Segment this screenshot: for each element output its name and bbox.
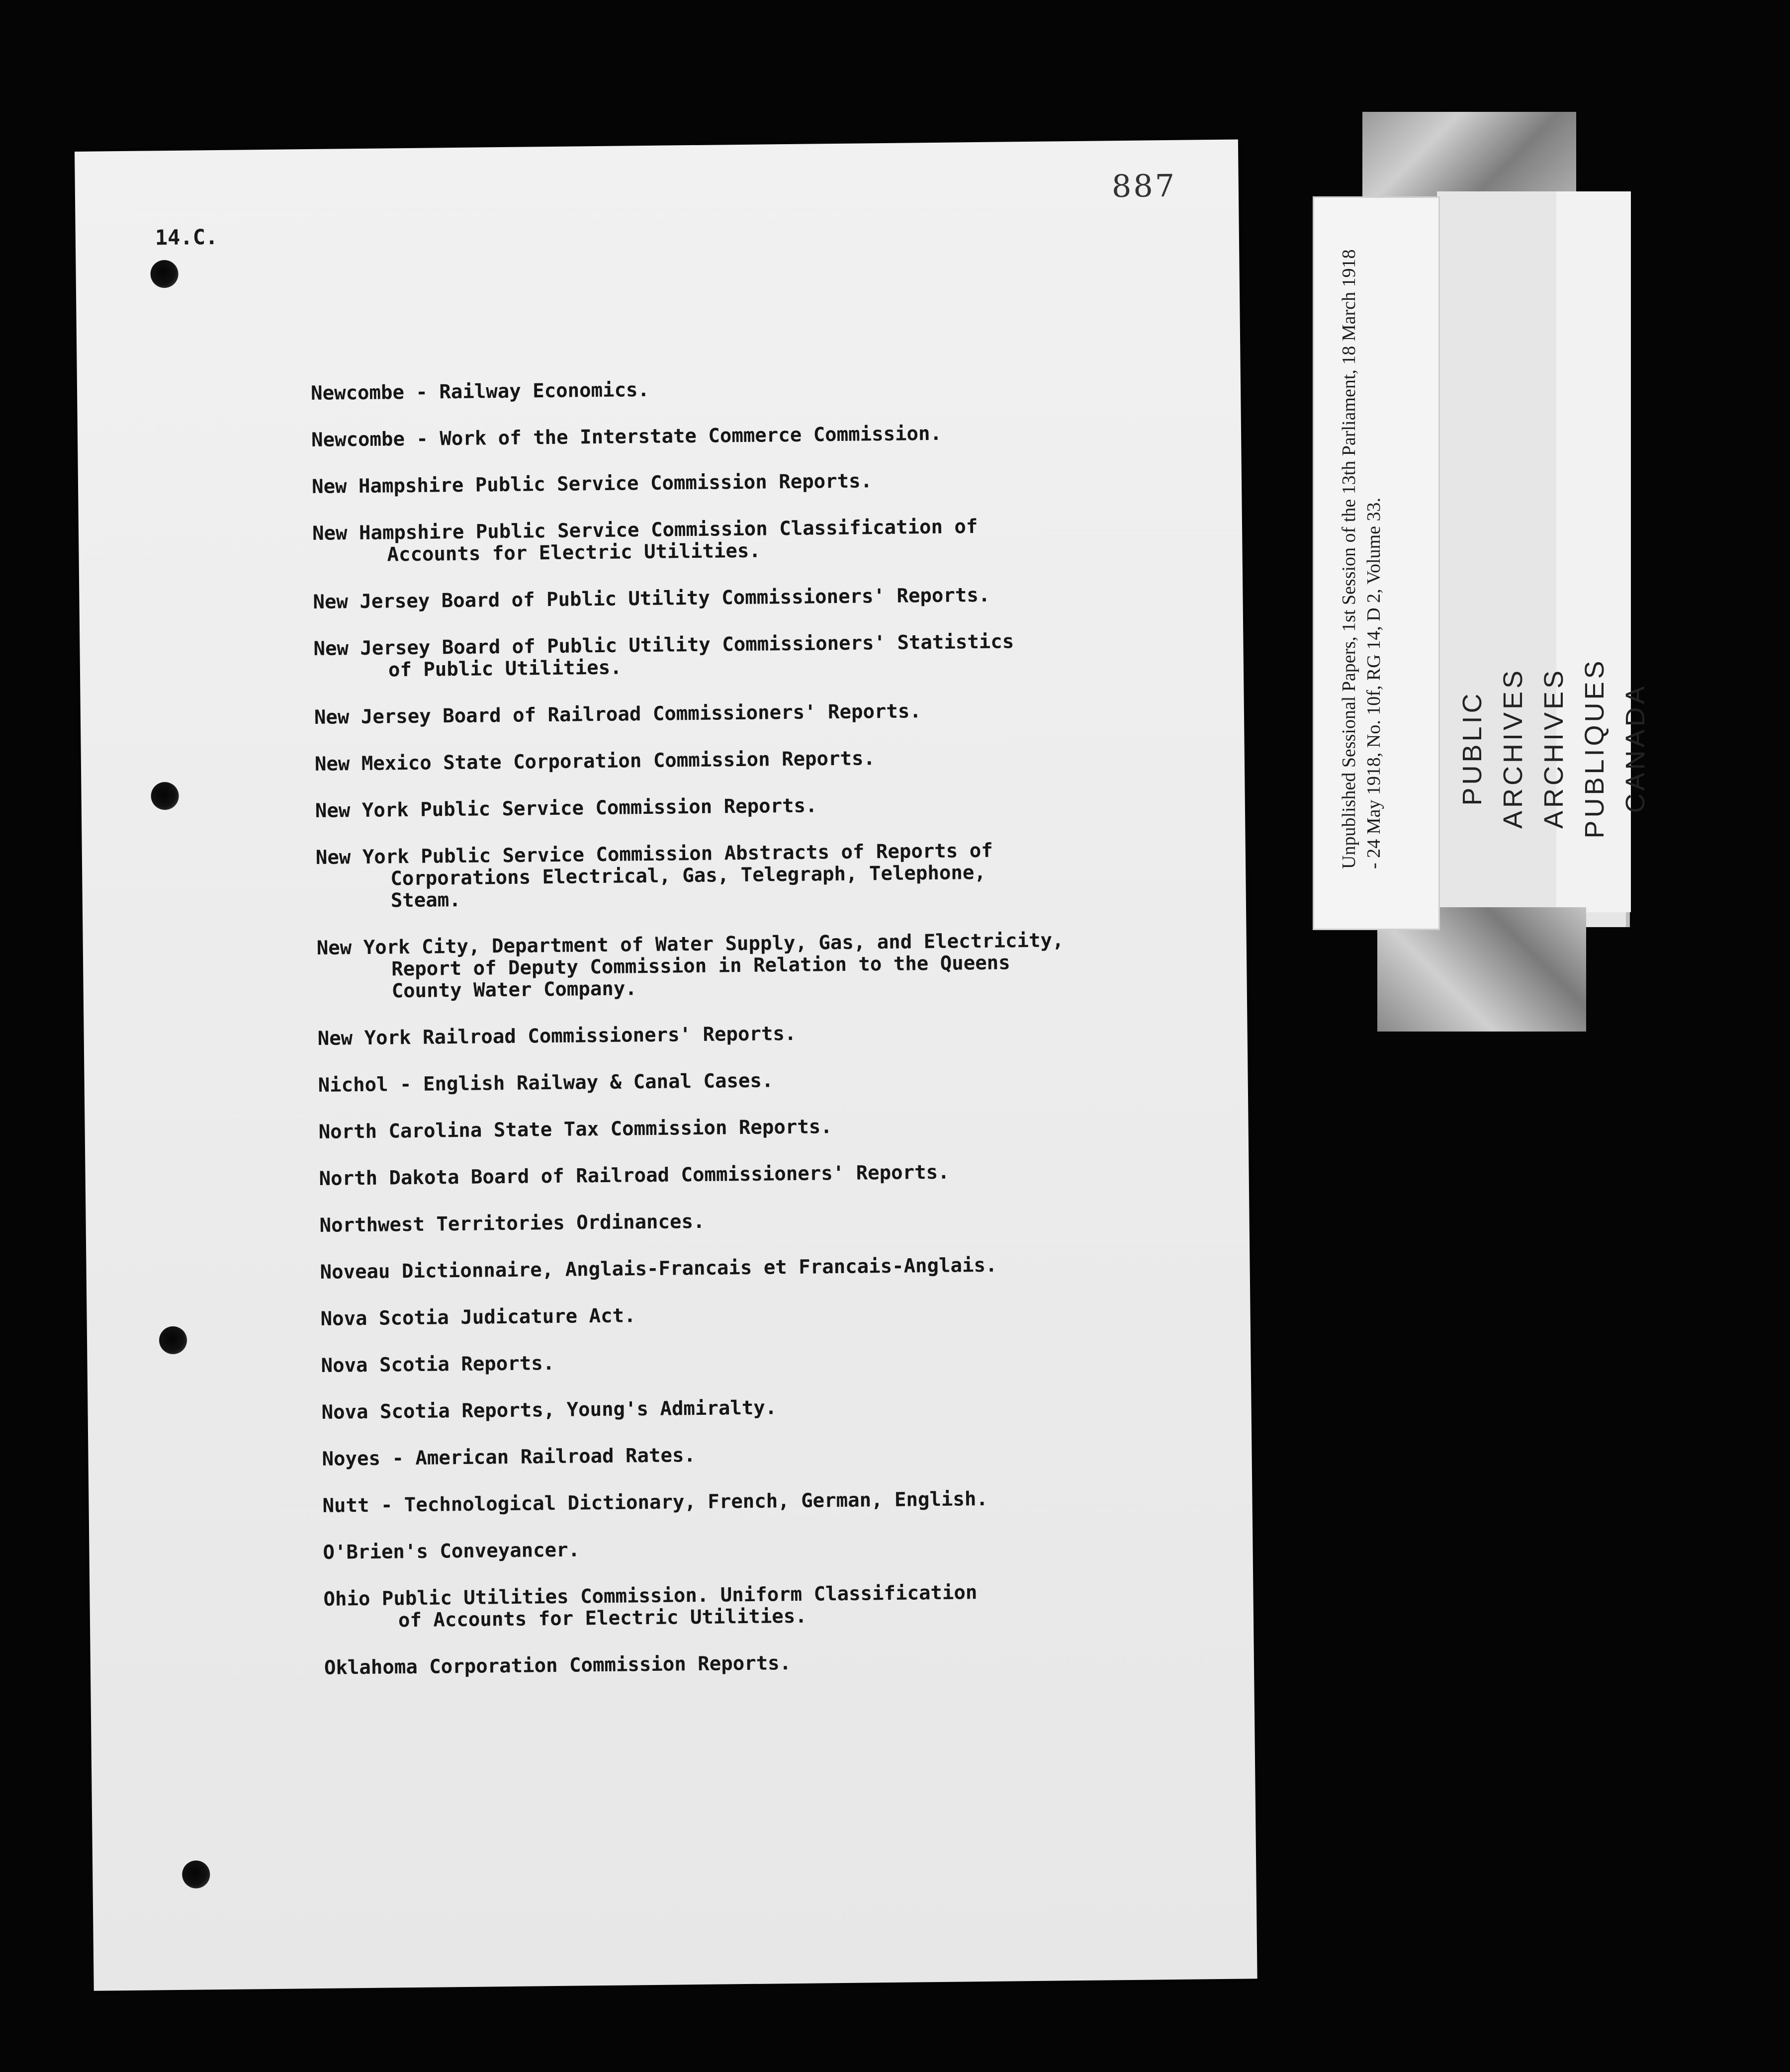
list-item: Nova Scotia Reports. bbox=[321, 1352, 555, 1377]
list-item: New Jersey Board of Public Utility Commissioners' Statistics of Public Utilities. bbox=[313, 630, 1014, 682]
entry-list bbox=[311, 373, 1210, 1704]
stamp-line-1: PUBLIC ARCHIVES bbox=[1457, 667, 1528, 829]
list-item: Newcombe - Railway Economics. bbox=[310, 378, 650, 405]
list-item: Ohio Public Utilities Commission. Uniform Classification of Accounts for Electric Utilities. bbox=[323, 1581, 978, 1632]
list-item: New York Public Service Commission Abstracts of Reports of Corporations Electrical, Gas, Telegraph, Telephone, Steam. bbox=[315, 839, 993, 912]
list-item: Nichol - English Railway & Canal Cases. bbox=[318, 1069, 774, 1097]
list-item: New Mexico State Corporation Commission Reports. bbox=[314, 747, 876, 776]
list-item: Oklahoma Corporation Commission Reports. bbox=[324, 1652, 792, 1679]
list-item: New York City, Department of Water Supply, Gas, and Electricity, Report of Deputy Commission in Relation to the Queens County Water Company. bbox=[316, 929, 1064, 1003]
archive-label bbox=[1339, 112, 1650, 1032]
stamp-line-2: ARCHIVES PUBLIQUES bbox=[1539, 658, 1610, 839]
list-item: Noveau Dictionnaire, Anglais-Francais et Francais-Anglais. bbox=[320, 1254, 997, 1284]
stamp-line-3: CANADA bbox=[1620, 683, 1650, 813]
list-item: Noyes - American Railroad Rates. bbox=[322, 1444, 696, 1470]
list-item: New Jersey Board of Public Utility Commissioners' Reports. bbox=[313, 584, 990, 614]
list-item: New Hampshire Public Service Commission Classification of Accounts for Electric Utilities. bbox=[312, 516, 978, 566]
punch-hole-3 bbox=[159, 1326, 187, 1355]
list-item: New Hampshire Public Service Commission Reports. bbox=[311, 470, 873, 499]
list-item: Nova Scotia Reports, Young's Admiralty. bbox=[321, 1396, 777, 1424]
archives-stamp bbox=[1452, 609, 1656, 887]
punch-hole-1 bbox=[150, 260, 179, 288]
list-item: Nova Scotia Judicature Act. bbox=[320, 1304, 636, 1330]
list-item: Nutt - Technological Dictionary, French, German, English. bbox=[322, 1487, 988, 1517]
list-item: Northwest Territories Ordinances. bbox=[319, 1210, 705, 1237]
list-item: New Jersey Board of Railroad Commissioners' Reports. bbox=[314, 700, 922, 729]
list-item: O'Brien's Conveyancer. bbox=[323, 1539, 580, 1564]
list-item: New York Railroad Commissioners' Reports. bbox=[317, 1022, 797, 1050]
list-item: New York Public Service Commission Reports. bbox=[315, 794, 817, 823]
list-item: North Carolina State Tax Commission Reports. bbox=[318, 1116, 832, 1143]
archive-citation: Unpublished Sessional Papers, 1st Session of the 13th Parliament, 18 March 1918 - 24 May 1918, No. 10f, RG 14, D 2, Volume 33. bbox=[1339, 249, 1384, 869]
document-page bbox=[75, 139, 1257, 1990]
reference-code: 14.C. bbox=[155, 224, 218, 250]
punch-hole-4 bbox=[182, 1860, 210, 1889]
citation-card bbox=[1313, 196, 1440, 930]
list-item: North Dakota Board of Railroad Commissioners' Reports. bbox=[319, 1161, 950, 1190]
page-number: 887 bbox=[1111, 167, 1177, 205]
list-item: Newcombe - Work of the Interstate Commerce Commission. bbox=[311, 422, 942, 452]
punch-hole-2 bbox=[151, 782, 179, 810]
